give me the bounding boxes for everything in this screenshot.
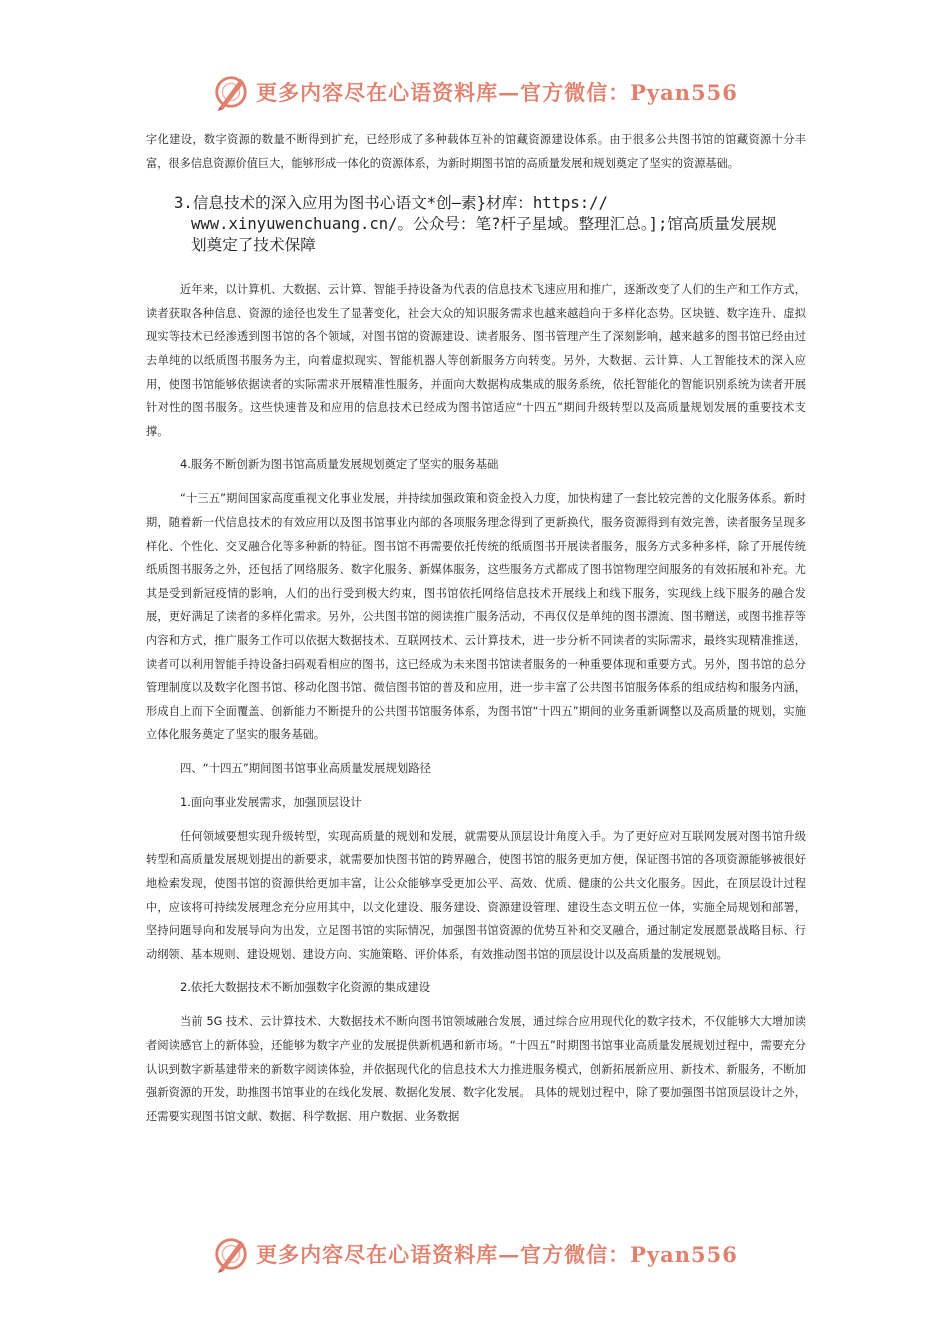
heading-section-four: 四、“十四五”期间图书馆事业高质量发展规划路径 bbox=[180, 760, 432, 775]
header-banner bbox=[0, 72, 950, 112]
banner-text: 更多内容尽在心语资料库—官方微信：Pyan556 bbox=[256, 80, 738, 105]
document-body bbox=[146, 128, 806, 1128]
paragraph-top-level-design: 任何领域要想实现升级转型，实现高质量的规划和发展，就需要从顶层设计角度入手。为了更好应对互联网发展对图书馆升级转型和高质量发展规划提出的新要求，就需要加快图书馆的跨界融合，使图书馆的服务更加方便，保证图书馆的各项资源能够被很好地检索发现，使图书馆的资源供给更加丰富，让公众能够享受更加公平、高效、优质、健康的公共文化服务。因此，在顶层设计过程中，应该将可持续发展理念充分应用其中，以文化建设、服务建设、资源建设管理、建设生态文明五位一体，实施全局规划和部署，坚持问题导向和发展导向为出发，立足图书馆的实际情况，加强图书馆资源的优势互补和交叉融合，通过制定发展愿景战略目标、行动纲领、基本规则、建设规划、建设方向、实施策略、评价体系，有效推动图书馆的顶层设计以及高质量的发展规划。 bbox=[146, 829, 806, 961]
paragraph-resource-foundation: 字化建设，数字资源的数量不断得到扩充，已经形成了多种载体互补的馆藏资源建设体系。由于很多公共图书馆的馆藏资源十分丰富，很多信息资源价值巨大，能够形成一体化的资源体系，为新时期图书馆的高质量发展和规划奠定了坚实的资源基础。 bbox=[146, 133, 806, 170]
footer-banner bbox=[0, 1234, 950, 1274]
paragraph-tech: 近年来，以计算机、大数据、云计算、智能手持设备为代表的信息技术飞速应用和推广，逐渐改变了人们的生产和工作方式，读者获取各种信息、资源的途径也发生了显著变化，社会大众的知识服务需求也越来越趋向于多样化态势。区块链、数字连升、虚拟现实等技术已经渗透到图书馆的各个领域，对图书馆的资源建设、读者服务、图书管理产生了深刻影响，越来越多的图书馆已经由过去单纯的以纸质图书服务为主，向着虚拟现实、智能机器人等创新服务方向转变。另外，大数据、云计算、人工智能技术的深入应用，使图书馆能够依据读者的实际需求开展精准性服务，并面向大数据构成集成的服务系统，依托智能化的智能识别系统为读者开展针对性的图书服务。这些快速普及和应用的信息技术已经成为图书馆适应“十四五”期间升级转型以及高质量规划发展的重要技术支撑。 bbox=[146, 283, 806, 438]
paragraph-service: “十三五”期间国家高度重视文化事业发展，并持续加强政策和资金投入力度，加快构建了一套比较完善的文化服务体系。新时期，随着新一代信息技术的有效应用以及图书馆事业内部的各项服务理念得到了更新换代，服务资源得到有效完善，读者服务呈现多样化、个性化、交叉融合化等多种新的特征。图书馆不再需要依托传统的纸质图书开展读者服务，服务方式多种多样，除了开展传统纸质图书服务之外，还包括了网络服务、数字化服务、新媒体服务，这些服务方式都成了图书馆物理空间服务的有效拓展和补充。尤其是受到新冠疫情的影响，人们的出行受到极大约束，图书馆依托网络信息技术开展线上和线下服务，实现线上线下服务的融合发展，更好满足了读者的多样化需求。另外，公共图书馆的阅读推广服务活动，不再仅仅是单纯的图书漂流、图书赠送，或图书推荐等内容和方式，推广服务工作可以依据大数据技术、互联网技术、云计算技术，进一步分析不同读者的实际需求，最终实现精准推送，读者可以利用智能手持设备扫码观看相应的图书，这已经成为未来图书馆读者服务的一种重要体现和重要方式。另外，图书馆的总分管理制度以及数字化图书馆、移动化图书馆、微信图书馆的普及和应用，进一步丰富了公共图书馆服务体系的组成结构和服务内涵， 形成自上而下全面覆盖、创新能力不断提升的公共图书馆服务体系，为图书馆“十四五”期间的业务重新调整以及高质量的规划，实施立体化服务奠定了坚实的服务基础。 bbox=[146, 492, 806, 742]
pen-logo-icon bbox=[212, 1235, 250, 1273]
heading-line: 划奠定了技术保障 bbox=[191, 236, 316, 255]
heading-big-data: 2.依托大数据技术不断加强数字化资源的集成建设 bbox=[180, 980, 431, 995]
pen-logo-icon bbox=[212, 73, 250, 111]
heading-line: 3.信息技术的深入应用为图书心语文*创—素}材库：https:// bbox=[174, 194, 608, 213]
heading-service-innovation: 4.服务不断创新为图书馆高质量发展规划奠定了坚实的服务基础 bbox=[180, 457, 499, 472]
banner-text: 更多内容尽在心语资料库—官方微信：Pyan556 bbox=[256, 1242, 738, 1267]
heading-tech-application bbox=[174, 193, 806, 256]
heading-line: www.xinyuwenchuang.cn/。公众号：笔?杆子星域。整理汇总。];馆高质量发展规 bbox=[191, 215, 777, 234]
heading-top-level-design: 1.面向事业发展需求，加强顶层设计 bbox=[180, 794, 362, 809]
paragraph-big-data: 当前 5G 技术、云计算技术、大数据技术不断向图书馆领域融合发展，通过综合应用现代化的数字技术，不仅能够大大增加读者阅读感官上的新体验，还能够为数字产业的发展提供新机遇和新市场。“十四五”时期图书馆事业高质量发展规划过程中，需要充分认识到数字新基建带来的新数字阅读体验，并依据现代化的信息技术大力推进服务模式，创新拓展新应用、新技术、新服务，不断加强新资源的开发，助推图书馆事业的在线化发展、数据化发展、数字化发展。 具体的规划过程中，除了要加强图书馆顶层设计之外，还需要实现图书馆文献、数据、科学数据、用户数据、业务数据 bbox=[146, 1015, 806, 1123]
